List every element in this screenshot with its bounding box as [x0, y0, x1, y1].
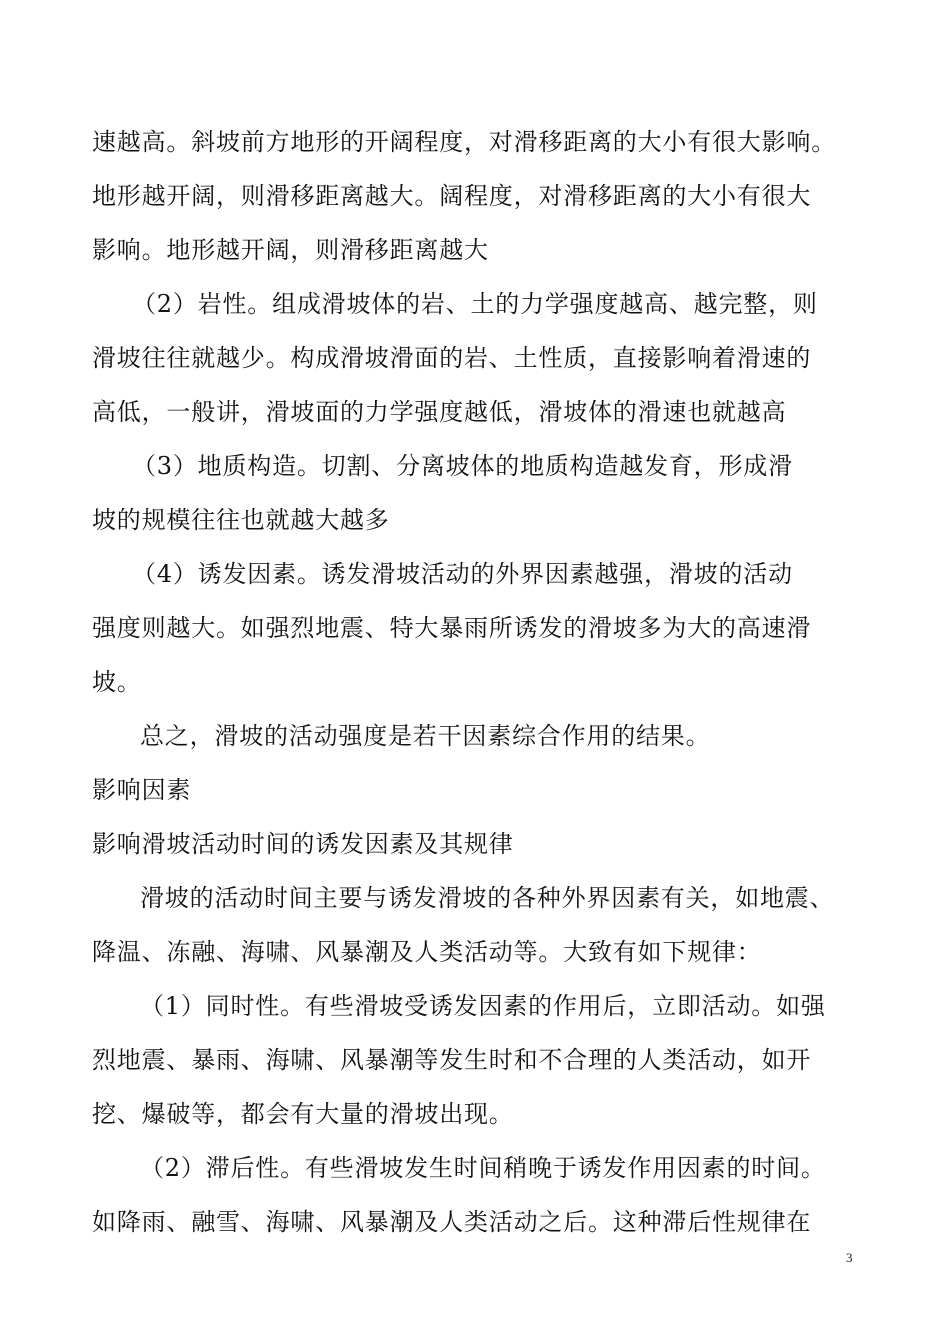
paragraph-start-line: （3）地质构造。切割、分离坡体的地质构造越发育，形成滑: [132, 452, 793, 480]
body-text-line: 挖、爆破等，都会有大量的滑坡出现。: [92, 1100, 514, 1128]
body-text-line: 坡。: [92, 668, 142, 696]
body-text-line: 速越高。斜坡前方地形的开阔程度，对滑移距离的大小有很大影响。: [92, 128, 836, 156]
paragraph-start-line: 总之，滑坡的活动强度是若干因素综合作用的结果。: [140, 722, 711, 750]
paragraph-start-line: 滑坡的活动时间主要与诱发滑坡的各种外界因素有关，如地震、: [140, 884, 835, 912]
body-text-line: 滑坡往往就越少。构成滑坡滑面的岩、土性质，直接影响着滑速的: [92, 344, 812, 372]
body-text-line: 烈地震、暴雨、海啸、风暴潮等发生时和不合理的人类活动，如开: [92, 1046, 812, 1074]
section-heading: 影响因素: [92, 776, 192, 804]
paragraph-start-line: （2）岩性。组成滑坡体的岩、土的力学强度越高、越完整，则: [132, 290, 818, 318]
body-text-line: 坡的规模往往也就越大越多: [92, 506, 390, 534]
paragraph-start-line: （2）滞后性。有些滑坡发生时间稍晚于诱发作用因素的时间。: [140, 1154, 826, 1182]
page-number: 3: [846, 1250, 853, 1265]
paragraph-start-line: （4）诱发因素。诱发滑坡活动的外界因素越强，滑坡的活动: [132, 560, 793, 588]
paragraph-start-line: （1）同时性。有些滑坡受诱发因素的作用后，立即活动。如强: [140, 992, 826, 1020]
body-text-line: 降温、冻融、海啸、风暴潮及人类活动等。大致有如下规律：: [92, 938, 762, 966]
subsection-heading: 影响滑坡活动时间的诱发因素及其规律: [92, 830, 514, 858]
body-text-line: 强度则越大。如强烈地震、特大暴雨所诱发的滑坡多为大的高速滑: [92, 614, 812, 642]
body-text-line: 地形越开阔，则滑移距离越大。阔程度，对滑移距离的大小有很大: [92, 182, 812, 210]
body-text-line: 高低，一般讲，滑坡面的力学强度越低，滑坡体的滑速也就越高: [92, 398, 787, 426]
body-text-line: 如降雨、融雪、海啸、风暴潮及人类活动之后。这种滞后性规律在: [92, 1208, 812, 1236]
body-text-line: 影响。地形越开阔，则滑移距离越大: [92, 236, 489, 264]
